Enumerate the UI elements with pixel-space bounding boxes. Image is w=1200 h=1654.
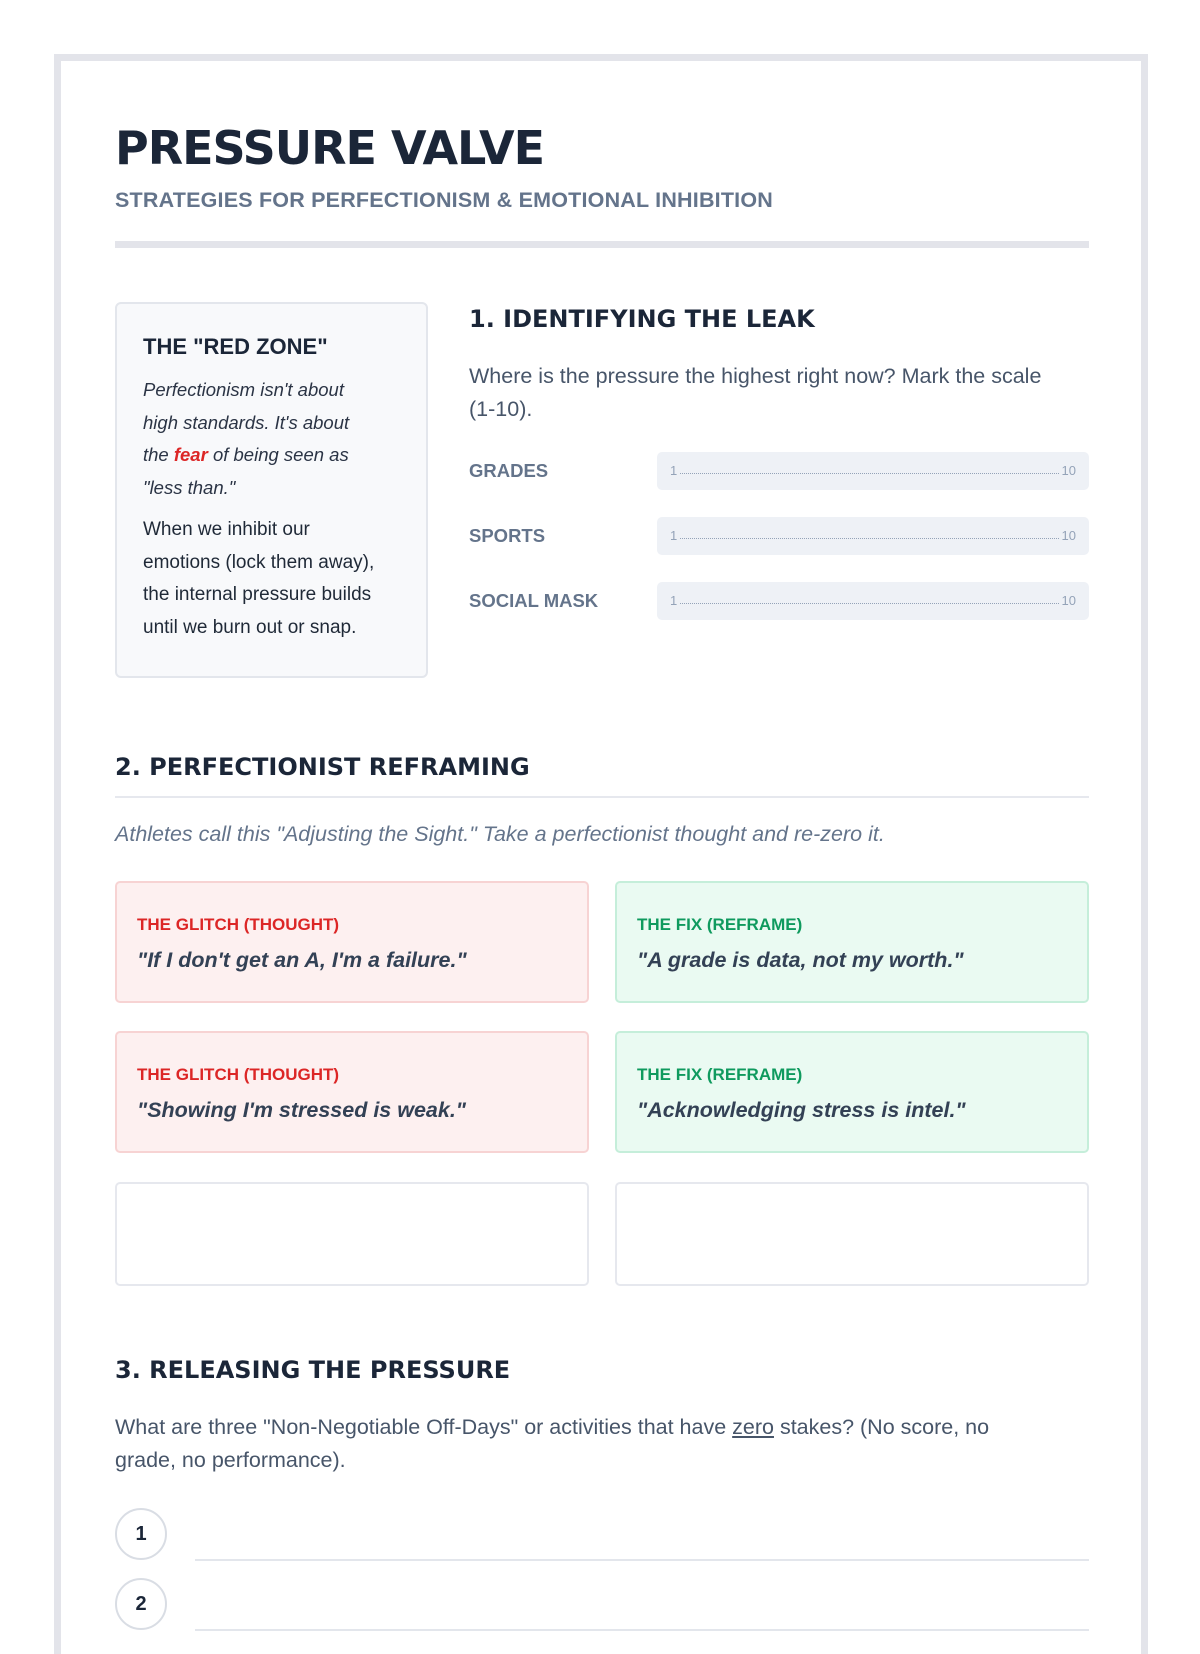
pressure-scale-grades[interactable] [657,452,1089,490]
prompt-line: (1-10). [469,397,533,421]
scale-label: GRADES [469,460,549,481]
glitch-text: "Showing I'm stressed is weak." [137,1098,466,1122]
scale-dotted-line [680,538,1059,539]
glitch-text: "If I don't get an A, I'm a failure." [137,948,467,972]
quote-text: the [143,444,174,465]
item-number-badge: 2 [115,1578,167,1630]
page-subtitle: STRATEGIES FOR PERFECTIONISM & EMOTIONAL INHIBITION [115,188,774,212]
fear-highlight: fear [173,444,208,465]
fix-label: THE FIX (REFRAME) [637,915,803,934]
fix-label: THE FIX (REFRAME) [637,1065,803,1084]
section-2-intro: Athletes call this "Adjusting the Sight." Take a perfectionist thought and re-zero it. [115,822,885,846]
scale-label: SPORTS [469,525,546,546]
pressure-scale-social-mask[interactable] [657,582,1089,620]
red-zone-quote-line: Perfectionism isn't about [143,379,344,400]
fix-text: "Acknowledging stress is intel." [637,1098,966,1122]
glitch-label: THE GLITCH (THOUGHT) [137,915,340,934]
page-title: PRESSURE VALVE [115,121,545,175]
red-zone-body-line: the internal pressure builds [143,584,372,605]
scale-max: 10 [1061,528,1076,543]
fix-card [615,1031,1089,1153]
red-zone-quote-line [143,439,400,472]
prompt-text: What are three "Non-Negotiable Off-Days" or activities that have [115,1415,733,1439]
prompt-line: grade, no performance). [115,1448,346,1472]
item-number-badge: 1 [115,1508,167,1560]
scale-min: 1 [670,528,678,543]
section-2-heading: 2. PERFECTIONIST REFRAMING [115,753,530,781]
glitch-label: THE GLITCH (THOUGHT) [137,1065,340,1084]
worksheet-page [54,54,1148,1654]
scale-min: 1 [670,463,678,478]
red-zone-box [115,302,428,678]
scale-max: 10 [1061,463,1076,478]
scale-max: 10 [1061,593,1076,608]
scale-row-social-mask [469,582,1089,620]
blank-glitch-field[interactable] [115,1182,589,1286]
section-3-heading: 3. RELEASING THE PRESSURE [115,1356,511,1384]
glitch-card [115,1031,589,1153]
red-zone-body-line: emotions (lock them away), [143,551,375,573]
scale-dotted-line [680,603,1059,604]
section-3-prompt [115,1411,1089,1477]
zero-underlined: zero [732,1415,774,1439]
answer-line-1[interactable] [195,1559,1089,1561]
prompt-text: stakes? (No score, no [773,1415,990,1439]
prompt-line [115,1411,1089,1444]
glitch-card [115,881,589,1003]
scale-row-grades [469,452,1089,490]
fix-text: "A grade is data, not my worth." [637,948,964,972]
blank-fix-field[interactable] [615,1182,1089,1286]
red-zone-quote-line: "less than." [143,476,236,498]
red-zone-body [143,514,400,644]
scale-dotted-line [680,473,1059,474]
section-2-divider [115,796,1089,798]
red-zone-body-line: When we inhibit our [143,519,310,540]
red-zone-quote-line: high standards. It's about [143,411,350,433]
red-zone-quote [143,374,400,504]
quote-text: of being seen as [207,444,349,465]
scale-label: SOCIAL MASK [469,590,599,611]
title-divider [115,241,1089,248]
scale-min: 1 [670,593,678,608]
fix-card [615,881,1089,1003]
section-1-heading: 1. IDENTIFYING THE LEAK [469,305,815,333]
answer-line-2[interactable] [195,1629,1089,1631]
prompt-line: Where is the pressure the highest right now? Mark the scale [469,364,1042,388]
red-zone-heading: THE "RED ZONE" [143,334,328,359]
red-zone-body-line: until we burn out or snap. [143,616,357,638]
scale-row-sports [469,517,1089,555]
section-1-prompt [469,360,1089,426]
pressure-scale-sports[interactable] [657,517,1089,555]
